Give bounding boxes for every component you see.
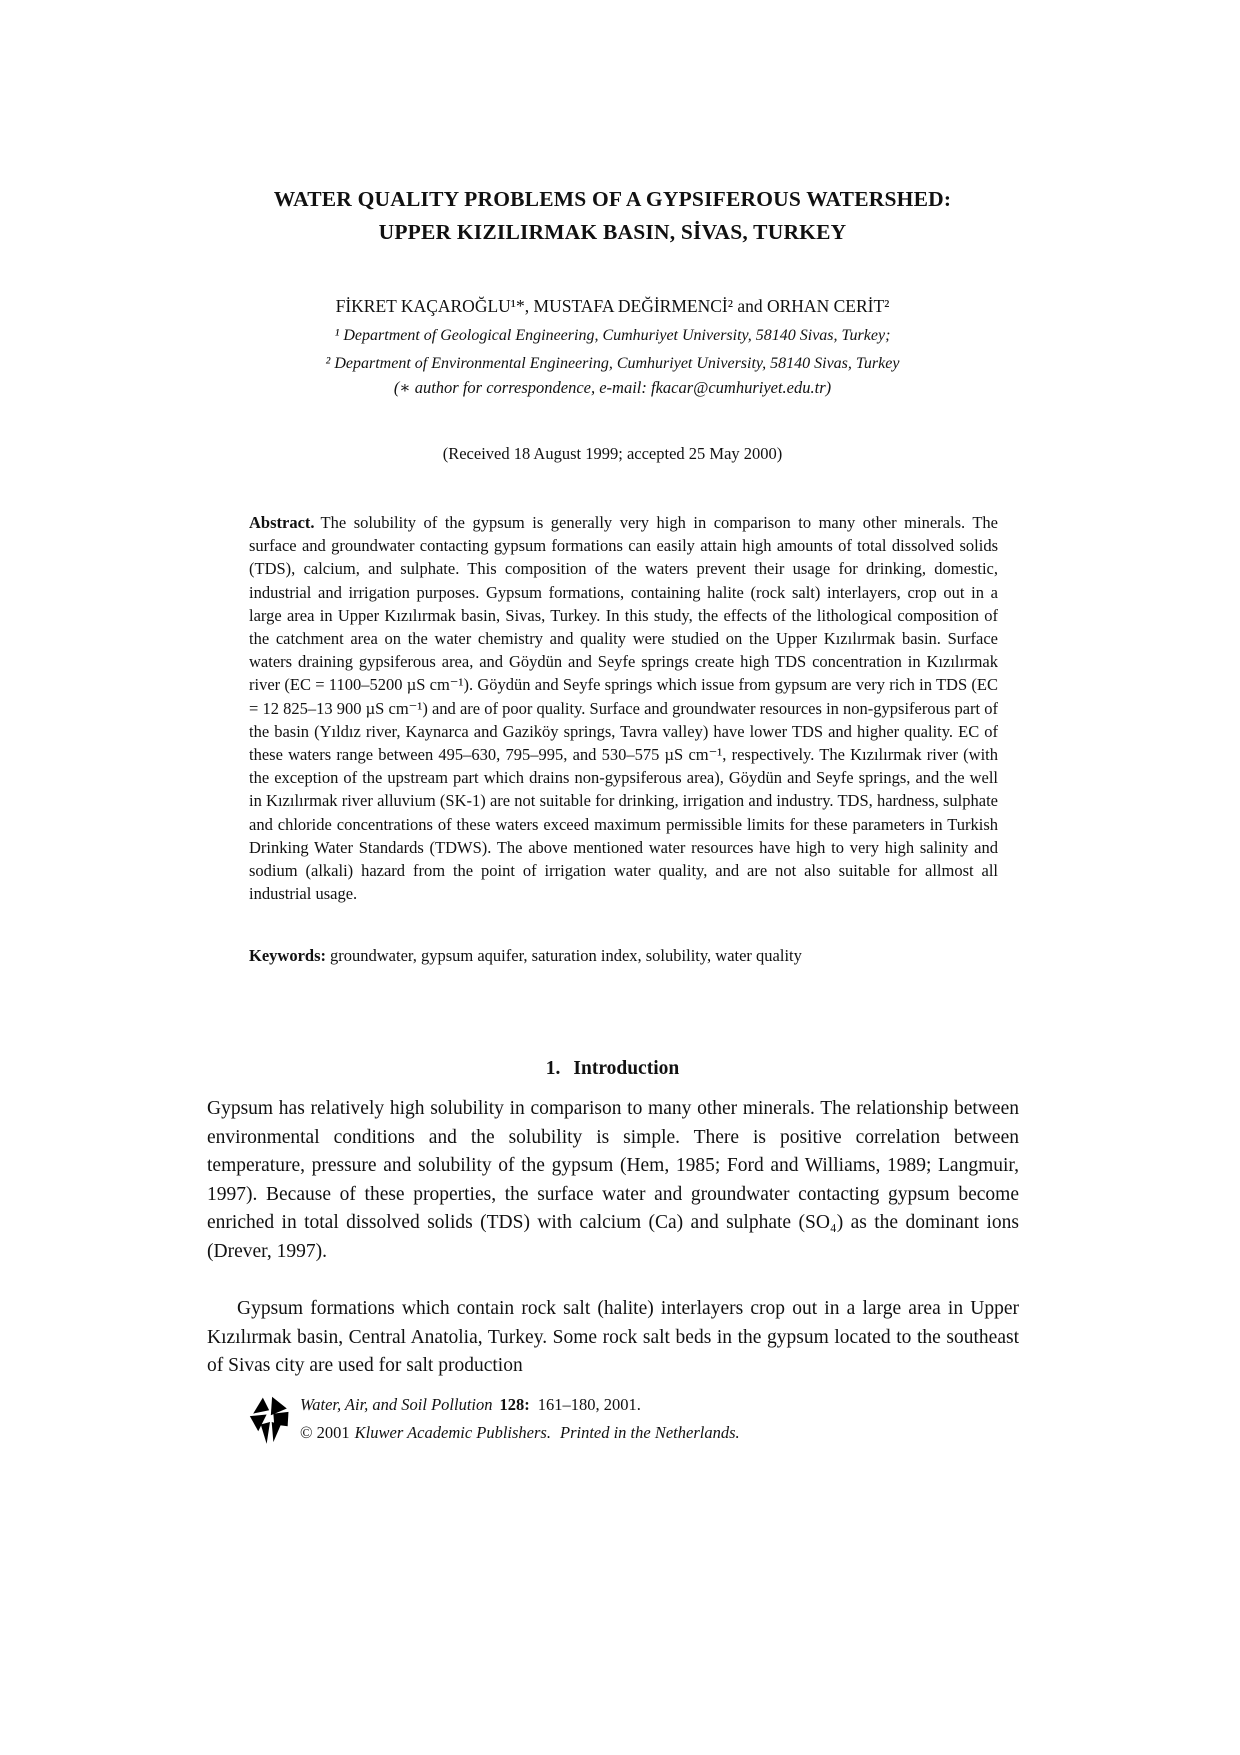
affiliations [157, 322, 1068, 377]
section-title: Introduction [573, 1058, 680, 1079]
abstract-text: The solubility of the gypsum is generally very high in comparison to many other minerals. The surface and groundwater contacting gypsum formations can easily attain high amounts of total dissolved solids (TDS), calcium, and sulphate. This composition of the waters prevent their usage for drinking, domestic, industrial and irrigation purposes. Gypsum formations, containing halite (rock salt) interlayers, crop out in a large area in Upper Kızılırmak basin, Sivas, Turkey. In this study, the effects of the lithological composition of the catchment area on the water chemistry and quality were studied on the Upper Kızılırmak basin. Surface waters draining gypsiferous area, and Göydün and Seyfe springs create high TDS concentration in Kızılırmak river (EC = 1100–5200 µS cm⁻¹). Göydün and Seyfe springs which issue from gypsum are very rich in TDS (EC = 12 825–13 900 µS cm⁻¹) and are of poor quality. Surface and groundwater resources in non-gypsiferous part of the basin (Yıldız river, Kaynarca and Gaziköy springs, Tavra valley) have lower TDS and higher quality. EC of these waters range between 495–630, 795–995, and 530–575 µS cm⁻¹, respectively. The Kızılırmak river (with the exception of the upstream part which drains non-gypsiferous area), Göydün and Seyfe springs, and the well in Kızılırmak river alluvium (SK-1) are not suitable for drinking, irrigation and industry. TDS, hardness, sulphate and chloride concentrations of these waters exceed maximum permissible limits for these parameters in Turkish Drinking Water Standards (TDWS). The above mentioned water resources have high to very high salinity and sodium (alkali) hazard from the point of irrigation water quality, and are not also suitable for allmost all industrial usage. [249, 513, 998, 904]
received-dates: (Received 18 August 1999; accepted 25 May 2000) [442, 444, 783, 463]
abstract-label: Abstract. [249, 513, 315, 532]
author-list: FİKRET KAÇAROĞLU¹*, MUSTAFA DEĞİRMENCİ² and ORHAN CERİT² [335, 296, 890, 316]
journal-pages: 161–180, 2001. [537, 1395, 641, 1414]
publisher-name: Kluwer Academic Publishers. [354, 1422, 551, 1442]
affiliation-1: ¹ Department of Geological Engineering, Cumhuriyet University, 58140 Sivas, Turkey; [334, 327, 891, 344]
abstract [249, 511, 998, 905]
keywords-label: Keywords: [249, 946, 326, 965]
journal-imprint [300, 1391, 1000, 1446]
affiliation-2: ² Department of Environmental Engineering, Cumhuriyet University, 58140 Sivas, Turkey [325, 354, 900, 372]
introduction-paragraph-1: Gypsum has relatively high solubility in comparison to many other minerals. The relationship between environmental conditions and the solubility is simple. There is positive correlation between temperature, pressure and solubility of the gypsum (Hem, 1985; Ford and Williams, 1989; Langmuir, 1997). Because of these properties, the surface water and groundwater contacting gypsum become enriched in total dissolved solids (TDS) with calcium (Ca) and sulphate (SO₄) as the dominant ions (Drever, 1997). [207, 1098, 1019, 1262]
keywords-text: groundwater, gypsum aquifer, saturation index, solubility, water quality [330, 946, 802, 965]
journal-title: Water, Air, and Soil Pollution [300, 1395, 493, 1414]
keywords [249, 946, 998, 966]
copyright-line [300, 1419, 1000, 1447]
journal-citation-line [300, 1391, 1000, 1419]
correspondence-note: (∗ author for correspondence, e-mail: fkacar@cumhuriyet.edu.tr) [393, 378, 832, 397]
paper-title [207, 183, 1018, 249]
section-number: 1. [545, 1058, 561, 1079]
paper-title-line1: WATER QUALITY PROBLEMS OF A GYPSIFEROUS WATERSHED: [273, 187, 952, 211]
copyright-year: © 2001 [300, 1422, 350, 1442]
printed-note: Printed in the Netherlands. [559, 1422, 740, 1442]
kluwer-publisher-logo-icon [249, 1396, 291, 1448]
paper-title-line2: UPPER KIZILIRMAK BASIN, SİVAS, TURKEY [378, 220, 847, 244]
section-heading-introduction [207, 1058, 1018, 1080]
journal-volume: 128: [499, 1395, 530, 1414]
introduction-paragraph-2: Gypsum formations which contain rock salt (halite) interlayers crop out in a large area in Upper Kızılırmak basin, Central Anatolia, Turkey. Some rock salt beds in the gypsum located to the southeast of Sivas city are used for salt production [207, 1298, 1019, 1377]
